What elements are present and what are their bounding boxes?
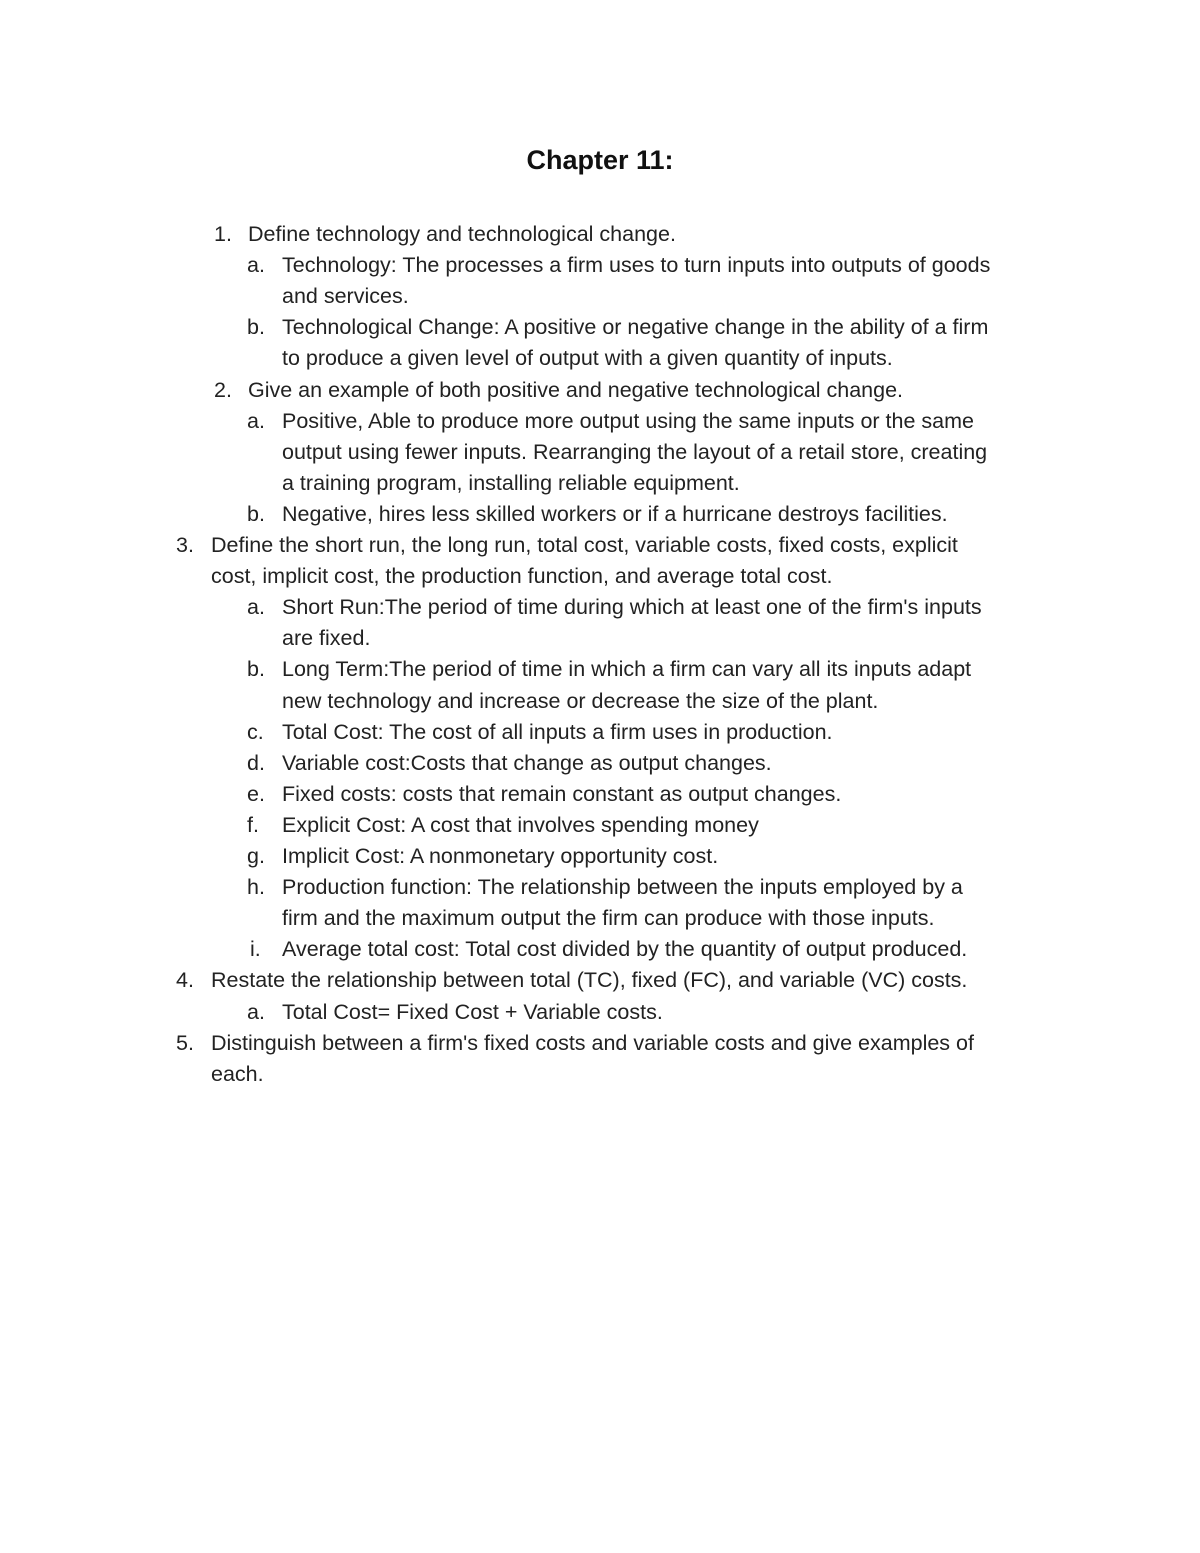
sub-item-marker: e. <box>247 781 265 806</box>
sub-item-marker: a. <box>247 253 265 278</box>
sub-item-marker: d. <box>247 750 265 775</box>
sub-item-text: firm and the maximum output the firm can produce with those inputs. <box>282 906 935 931</box>
sub-item-marker: a. <box>247 999 265 1024</box>
sub-item-marker: c. <box>247 719 264 744</box>
sub-item-text: Explicit Cost: A cost that involves spending money <box>282 812 759 837</box>
sub-item-text: are fixed. <box>282 626 371 651</box>
sub-item-marker: h. <box>247 875 265 900</box>
list-item-text: Distinguish between a firm's fixed costs and variable costs and give examples of <box>211 1030 974 1055</box>
sub-item-text: Implicit Cost: A nonmonetary opportunity cost. <box>282 844 719 868</box>
sub-item-text: Production function: The relationship between the inputs employed by a <box>282 875 963 900</box>
list-item-marker: 5. <box>176 1030 194 1055</box>
sub-item-text: to produce a given level of output with a given quantity of inputs. <box>282 346 893 371</box>
sub-item-text: Technological Change: A positive or negative change in the ability of a firm <box>282 315 989 340</box>
list-item-text: Define the short run, the long run, total cost, variable costs, fixed costs, explicit <box>211 533 958 557</box>
list-item-text: Give an example of both positive and negative technological change. <box>248 377 903 402</box>
sub-item-marker: f. <box>247 812 259 837</box>
list-item-text: Restate the relationship between total (TC), fixed (FC), and variable (VC) costs. <box>211 968 968 993</box>
list-item-marker: 2. <box>214 377 232 402</box>
sub-item-text: output using fewer inputs. Rearranging the layout of a retail store, creating <box>282 439 988 464</box>
sub-item-text: Total Cost: The cost of all inputs a firm uses in production. <box>282 719 833 744</box>
sub-item-text: a training program, installing reliable equipment. <box>282 470 740 495</box>
list-item-text: cost, implicit cost, the production function, and average total cost. <box>211 564 833 589</box>
sub-item-text: Short Run:The period of time during which at least one of the firm's inputs <box>282 595 982 620</box>
sub-item-marker: a. <box>247 595 265 620</box>
sub-item-marker: g. <box>247 844 265 868</box>
sub-item-marker: b. <box>247 657 265 682</box>
sub-item-text: Variable cost:Costs that change as output changes. <box>282 750 772 775</box>
sub-item-text: new technology and increase or decrease the size of the plant. <box>282 688 879 713</box>
list-item-marker: 1. <box>214 222 232 246</box>
sub-item-marker: b. <box>247 501 265 526</box>
sub-item-text: Technology: The processes a firm uses to turn inputs into outputs of goods <box>282 253 991 278</box>
page-title: Chapter 11: <box>526 145 674 175</box>
sub-item-text: Total Cost= Fixed Cost + Variable costs. <box>282 999 663 1024</box>
sub-item-marker: b. <box>247 315 265 340</box>
sub-item-text: Negative, hires less skilled workers or if a hurricane destroys facilities. <box>282 501 948 526</box>
sub-item-text: Long Term:The period of time in which a firm can vary all its inputs adapt <box>282 657 972 682</box>
list-item-marker: 4. <box>176 968 194 993</box>
sub-item-text: and services. <box>282 284 409 309</box>
sub-item-text: Fixed costs: costs that remain constant as output changes. <box>282 781 842 806</box>
sub-item-marker: a. <box>247 408 265 433</box>
sub-item-marker: i. <box>250 937 261 962</box>
list-item-marker: 3. <box>176 533 194 557</box>
list-item-text: Define technology and technological change. <box>248 222 676 246</box>
sub-item-text: Average total cost: Total cost divided by the quantity of output produced. <box>282 937 968 962</box>
list-item-text: each. <box>211 1061 264 1086</box>
sub-item-text: Positive, Able to produce more output using the same inputs or the same <box>282 408 974 433</box>
